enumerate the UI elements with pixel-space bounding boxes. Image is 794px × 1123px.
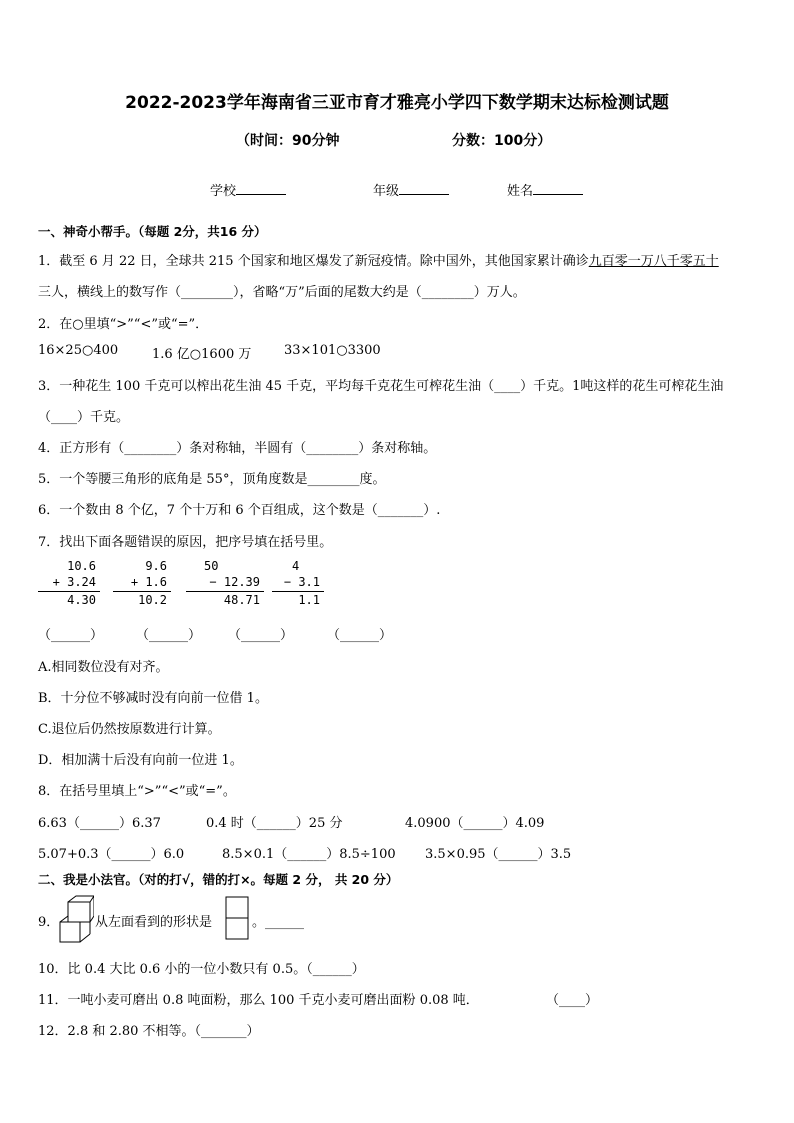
name-blank[interactable] [533,182,583,195]
answer-blank[interactable]: （______） [38,628,104,643]
question-8-item: 3.5×0.95（______）3.5 [425,847,572,862]
answer-blank[interactable]: （______） [228,628,294,643]
question-3-line-1: 3．一种花生 100 千克可以榨出花生油 45 千克，平均每千克花生可榨花生油（____）千克。1吨这样的花生可榨花生油 [38,379,724,394]
question-4: 4．正方形有（________）条对称轴，半圆有（________）条对称轴。 [38,441,437,456]
vertical-calculation [113,558,171,608]
calc-top: 10.6 [67,559,96,573]
question-8: 8．在括号里填上“>”“<”或“=”。 [38,784,236,799]
name-field [507,180,583,199]
calc-operand: − 12.39 [209,575,260,589]
question-2-item: 1.6 亿○1600 万 [152,347,252,362]
question-12: 12．2.8 和 2.80 不相等。（_______） [38,1024,260,1039]
question-11-answer[interactable]: （____） [546,993,599,1008]
question-1-line-2: 三人，横线上的数写作（________），省略“万”后面的尾数大约是（________）万人。 [38,285,526,300]
question-8-item: 0.4 时（______）25 分 [206,816,343,831]
question-2-item: 33×101○3300 [284,343,381,358]
question-9-number: 9． [38,915,60,930]
question-1-line-1 [38,250,719,269]
grade-blank[interactable] [399,182,449,195]
name-label: 姓名 [507,184,534,199]
option-a: A.相同数位没有对齐。 [38,660,169,675]
question-5: 5．一个等腰三角形的底角是 55°，顶角度数是________度。 [38,472,386,487]
question-1-underlined: 九百零一万八千零五十 [588,254,719,269]
calc-result: 1.1 [272,591,324,608]
question-8-item: 6.63（______）6.37 [38,816,161,831]
section-2-heading: 二、我是小法官。（对的打√，错的打×。每题 2 分， 共 20 分） [38,872,399,887]
calc-operand: + 1.6 [130,575,167,589]
calc-result: 10.2 [113,591,171,608]
grade-label: 年级 [373,184,400,199]
answer-blank[interactable]: （______） [136,628,202,643]
left-view-shape-icon [225,896,249,940]
school-field [210,180,286,199]
calc-operand: − 3.1 [283,575,320,589]
vertical-calculation [272,558,324,608]
question-2-item: 16×25○400 [38,343,119,358]
question-6: 6．一个数由 8 个亿，7 个十万和 6 个百组成，这个数是（_______）. [38,503,441,518]
score-label: 分数：100分） [452,133,552,149]
section-1-heading: 一、神奇小帮手。（每题 2分，共16 分） [38,224,267,239]
question-11: 11．一吨小麦可磨出 0.8 吨面粉，那么 100 千克小麦可磨出面粉 0.08 吨． [38,993,479,1008]
calc-top: 9.6 [145,559,167,573]
question-9-text: 从左面看到的形状是 [95,915,213,930]
question-2: 2．在○里填“>”“<”或“=”． [38,317,209,332]
answer-blank[interactable]: （______） [327,628,393,643]
option-c: C.退位后仍然按原数进行计算。 [38,722,221,737]
calc-result: 4.30 [38,591,100,608]
cube-stack-icon [58,894,94,944]
option-b: B．十分位不够减时没有向前一位借 1。 [38,691,268,706]
calc-result: 48.71 [186,591,264,608]
school-blank[interactable] [236,182,286,195]
school-label: 学校 [210,184,237,199]
question-8-item: 5.07+0.3（______）6.0 [38,847,185,862]
question-1-text: 1．截至 6 月 22 日，全球共 215 个国家和地区爆发了新冠疫情。除中国外，其他国家累计确诊 [38,254,589,269]
time-label: （时间：90分钟 [236,133,340,149]
calc-operand: + 3.24 [52,575,96,589]
grade-field [373,180,449,199]
question-9-answer[interactable]: 。______ [252,915,305,930]
calc-top: 4 [292,559,300,573]
option-d: D．相加满十后没有向前一位进 1。 [38,753,243,768]
vertical-calculation [38,558,100,608]
question-3-line-2: （____）千克。 [38,410,130,425]
question-7: 7．找出下面各题错误的原因，把序号填在括号里。 [38,535,333,550]
vertical-calculation [186,558,264,608]
page-title: 2022-2023学年海南省三亚市育才雅亮小学四下数学期末达标检测试题 [125,93,669,113]
question-8-item: 8.5×0.1（______）8.5÷100 [222,847,396,862]
question-8-item: 4.0900（______）4.09 [405,816,545,831]
calc-top: 50 [204,559,219,573]
question-10: 10．比 0.4 大比 0.6 小的一位小数只有 0.5。（______） [38,962,365,977]
